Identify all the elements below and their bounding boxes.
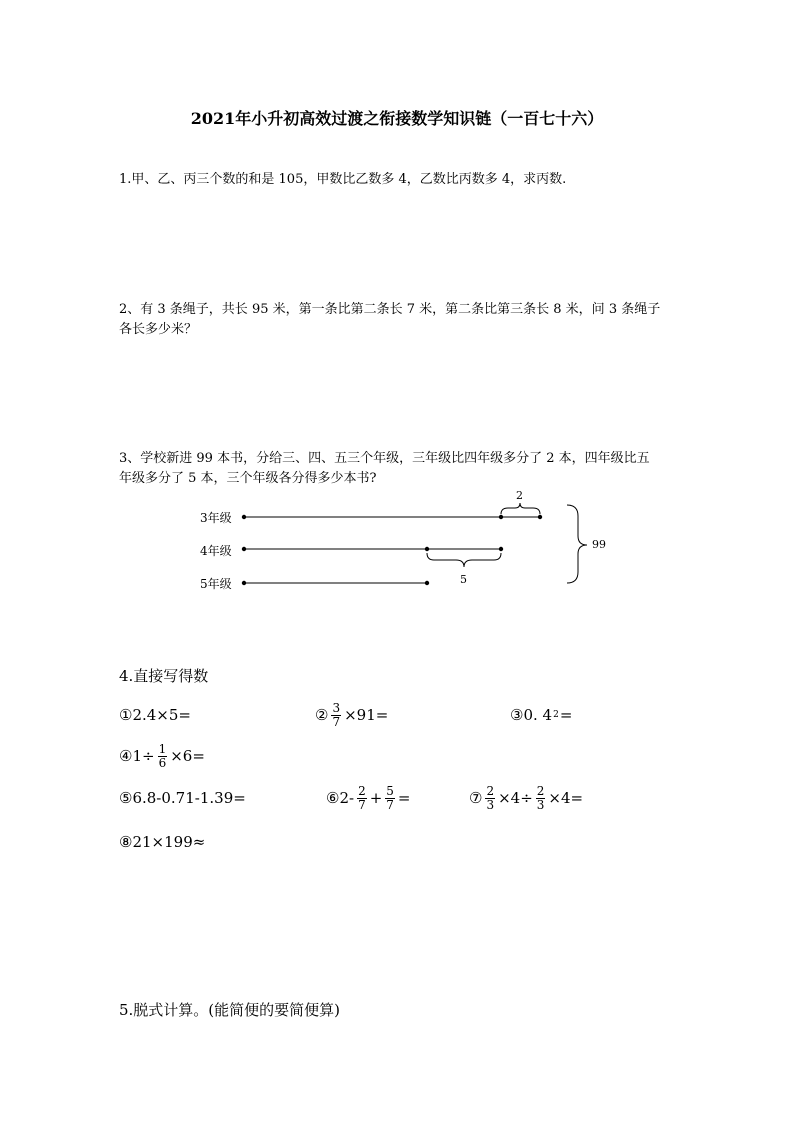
question-4-heading: 4.直接写得数 xyxy=(119,667,209,685)
problem-1 xyxy=(119,703,191,727)
problem-3-exponent: 2 xyxy=(553,710,559,720)
question-2-line-1: 2、有 3 条绳子，共长 95 米，第一条比第二条长 7 米，第二条比第三条长 8 米，问 3 条绳子 xyxy=(119,302,661,317)
denominator: 7 xyxy=(358,797,366,812)
problem-6 xyxy=(326,780,411,816)
page-title: 2021年小升初高效过渡之衔接数学知识链（一百七十六） xyxy=(190,109,604,128)
fraction xyxy=(158,743,168,770)
dot xyxy=(538,515,542,519)
problem-8-text: ⑧21×199≈ xyxy=(119,833,206,851)
problem-8 xyxy=(119,830,205,854)
brace-total-99 xyxy=(567,505,587,583)
problem-2-rest: ×91= xyxy=(344,706,389,724)
question-5-heading: 5.脱式计算。(能简便的要简便算) xyxy=(119,1001,341,1019)
fraction xyxy=(485,785,495,812)
problem-4 xyxy=(119,738,205,774)
problem-7 xyxy=(469,780,583,816)
dot xyxy=(242,515,246,519)
question-1: 1.甲、乙、丙三个数的和是 105，甲数比乙数多 4，乙数比丙数多 4，求丙数. xyxy=(119,172,567,187)
problem-4-prefix: ④1÷ xyxy=(119,747,155,765)
question-2-line-2: 各长多少米？ xyxy=(119,322,198,337)
problem-7-middle: ×4÷ xyxy=(498,789,533,807)
problem-5 xyxy=(119,786,246,810)
problem-3-equals: = xyxy=(559,706,573,724)
problem-5-text: ⑤6.8-0.71-1.39= xyxy=(119,789,246,807)
denominator: 6 xyxy=(158,755,167,770)
dot xyxy=(499,515,503,519)
brace-difference-2 xyxy=(501,503,540,514)
dot xyxy=(425,581,429,585)
numerator: 3 xyxy=(332,700,341,715)
numerator: 2 xyxy=(358,783,366,798)
fraction xyxy=(357,785,367,812)
denominator: 7 xyxy=(386,797,394,812)
dot xyxy=(242,547,246,551)
numerator: 5 xyxy=(386,783,394,798)
denominator: 3 xyxy=(536,797,545,812)
fraction xyxy=(385,785,395,812)
denominator: 7 xyxy=(332,714,341,729)
problem-6-equals: = xyxy=(397,789,411,807)
problem-3 xyxy=(510,703,572,727)
total-99-label: 99 xyxy=(592,538,606,551)
dot xyxy=(425,547,429,551)
problem-7-rest: ×4= xyxy=(548,789,584,807)
dot xyxy=(242,581,246,585)
numerator: 1 xyxy=(158,741,167,756)
grade-4-label: 4年级 xyxy=(200,544,232,558)
fraction xyxy=(331,702,341,729)
numerator: 2 xyxy=(536,783,545,798)
fraction xyxy=(536,785,546,812)
question-3-line-1: 3、学校新进 99 本书，分给三、四、五三个年级，三年级比四年级多分了 2 本，四年级比五 xyxy=(119,451,650,466)
question-3-line-2: 年级多分了 5 本，三个年级各分得多少本书? xyxy=(119,471,377,486)
difference-5-label: 5 xyxy=(460,573,467,586)
problem-4-rest: ×6= xyxy=(170,747,205,765)
difference-2-label: 2 xyxy=(516,489,523,502)
dot xyxy=(499,547,503,551)
denominator: 3 xyxy=(486,797,495,812)
grade-5-label: 5年级 xyxy=(200,577,232,591)
problem-6-prefix: ⑥2- xyxy=(326,789,355,807)
problem-3-base: ③0. 4 xyxy=(510,706,553,724)
problem-2 xyxy=(315,697,388,733)
problem-1-text: ①2.4×5= xyxy=(119,706,191,724)
problem-2-mark: ② xyxy=(315,706,329,724)
plus-sign: + xyxy=(369,789,383,807)
grade-3-label: 3年级 xyxy=(200,511,232,525)
brace-difference-5 xyxy=(427,553,501,567)
problem-7-mark: ⑦ xyxy=(469,789,483,807)
numerator: 2 xyxy=(486,783,495,798)
